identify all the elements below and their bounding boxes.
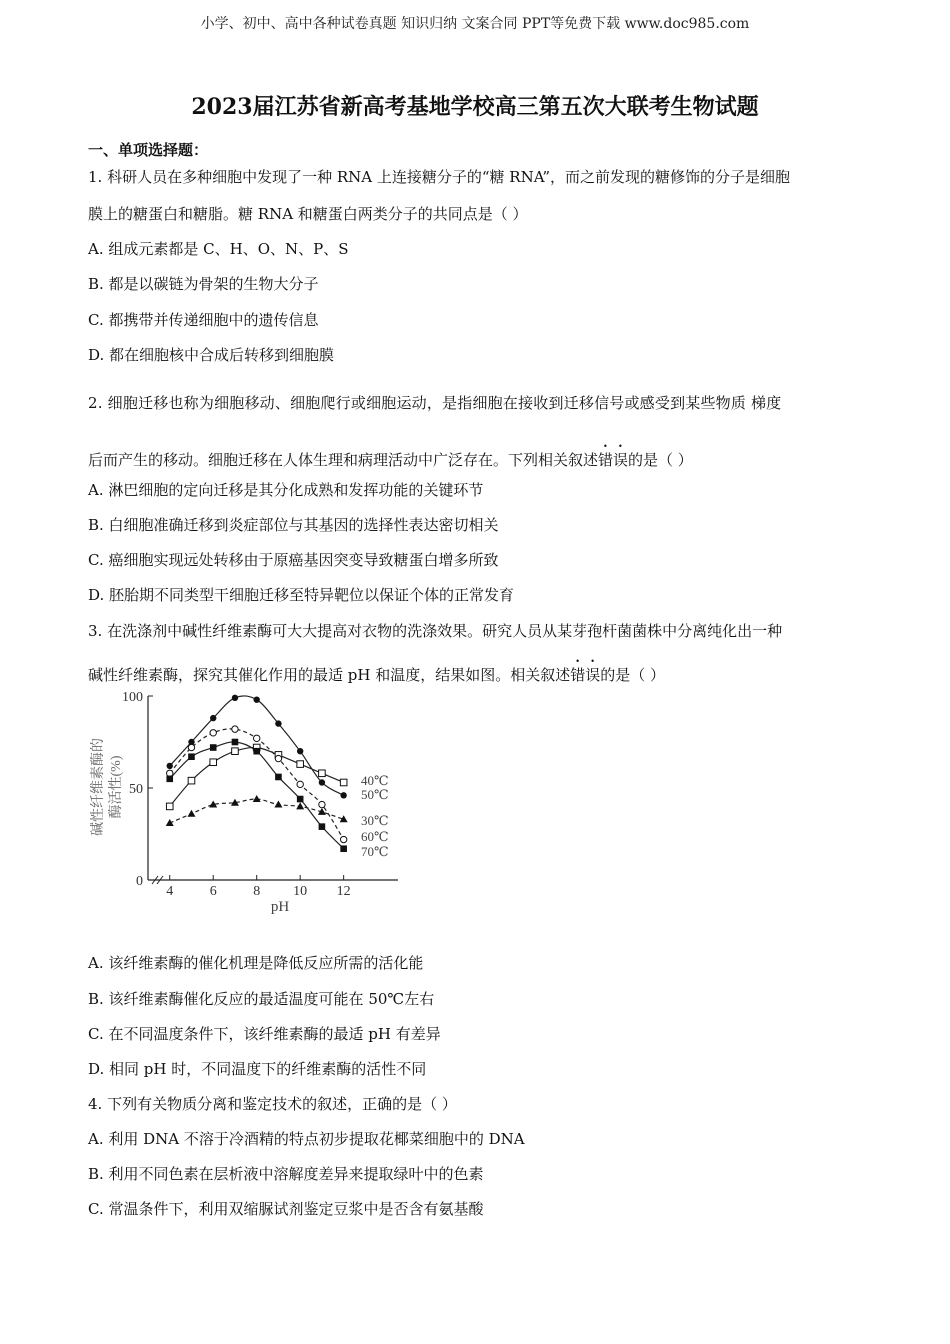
q4-option-b: B. 利用不同色素在层析液中溶解度差异来提取绿叶中的色素 [88,1165,484,1183]
data-point [340,845,347,852]
chart-legend [361,773,389,859]
data-point [253,735,259,741]
data-point [187,810,195,817]
data-point [232,695,238,701]
q2-option-a: A. 淋巴细胞的定向迁移是其分化成熟和发挥功能的关键环节 [88,481,484,499]
chart-ticks [122,690,351,899]
q4-stem: 4. 下列有关物质分离和鉴定技术的叙述，正确的是（ ） [88,1095,457,1113]
legend-label: 50℃ [361,787,389,802]
data-point [210,744,217,751]
enzyme-activity-chart [86,686,416,921]
data-point [188,777,195,784]
q4-option-c: C. 常温条件下，利用双缩脲试剂鉴定豆浆中是否含有氨基酸 [88,1200,484,1218]
emphasis-mark: 错误 [598,451,629,469]
x-axis-label: pH [270,899,290,915]
q2-option-d: D. 胚胎期不同类型干细胞迁移至特异靶位以保证个体的正常发育 [88,586,515,604]
data-point [340,836,346,842]
data-point [232,739,239,746]
data-point [319,823,326,830]
data-point [319,801,325,807]
data-point [253,748,260,755]
emphasis-mark: 错误 [570,666,601,684]
x-tick-label: 12 [336,884,351,899]
curve-30℃ [170,799,344,823]
q2-stem-text: 后而产生的移动。细胞迁移在人体生理和病理活动中广泛存在。下列相关叙述 [88,451,599,469]
data-point [210,759,217,766]
q2-stem-line2 [88,442,693,470]
exam-title: 2023届江苏省新高考基地学校高三第五次大联考生物试题 [191,94,759,120]
q3-option-c: C. 在不同温度条件下，该纤维素酶的最适 pH 有差异 [88,1025,441,1043]
data-point [297,761,304,768]
chart-markers [166,695,348,852]
data-point [297,748,303,754]
q3-option-b: B. 该纤维素酶催化反应的最适温度可能在 50℃左右 [88,990,435,1008]
data-point [340,779,347,786]
data-point [166,819,174,826]
chart-curves [170,696,344,849]
q4-option-a: A. 利用 DNA 不溶于冷酒精的特点初步提取花椰菜细胞中的 DNA [88,1130,525,1148]
data-point [188,753,195,760]
q3-stem-line1: 3. 在洗涤剂中碱性纤维素酶可大大提高对衣物的洗涤效果。研究人员从某芽孢杆菌菌株中分离纯化出一种 [88,622,783,640]
q3-option-d: D. 相同 pH 时，不同温度下的纤维素酶的活性不同 [88,1060,427,1078]
page-header: 小学、初中、高中各种试卷真题 知识归纳 文案合同 PPT等免费下载 www.doc985.com [200,16,750,32]
q1-option-d: D. 都在细胞核中合成后转移到细胞膜 [88,346,335,364]
data-point [210,730,216,736]
data-point [253,795,261,802]
q3-option-a: A. 该纤维素酶的催化机理是降低反应所需的活化能 [88,954,424,972]
q3-stem-text: 碱性纤维素酶，探究其催化作用的最适 pH 和温度，结果如图。相关叙述 [88,666,571,684]
y-tick-label: 100 [122,690,143,705]
q1-stem-line2: 膜上的糖蛋白和糖脂。糖 RNA 和糖蛋白两类分子的共同点是（ ） [88,205,528,223]
q2-option-b: B. 白细胞准确迁移到炎症部位与其基因的选择性表达密切相关 [88,516,499,534]
data-point [188,744,194,750]
data-point [340,792,346,798]
data-point [210,715,216,721]
data-point [319,770,326,777]
data-point [319,779,325,785]
q2-stem-end: 的是（ ） [628,451,693,469]
data-point [166,776,173,783]
legend-label: 30℃ [361,813,389,828]
legend-label: 40℃ [361,773,389,788]
data-point [167,763,173,769]
data-point [297,796,304,803]
q1-stem-line1: 1. 科研人员在多种细胞中发现了一种 RNA 上连接糖分子的“糖 RNA”，而之前发现的糖修饰的分子是细胞 [88,168,791,186]
data-point [232,748,239,755]
y-tick-label: 0 [136,874,143,889]
q2-stem-line1: 2. 细胞迁移也称为细胞移动、细胞爬行或细胞运动，是指细胞在接收到迁移信号或感受到某些物质 梯度 [88,394,782,412]
legend-label: 60℃ [361,829,389,844]
y-axis-label-line1: 碱性纤维素酶的 [91,738,106,836]
y-tick-label: 50 [129,782,143,797]
data-point [274,801,282,808]
q3-stem-end: 的是（ ） [600,666,666,684]
x-tick-label: 6 [209,884,217,899]
data-point [253,696,259,702]
section-heading: 一、单项选择题： [88,141,209,159]
data-point [297,781,303,787]
x-tick-label: 8 [253,884,261,899]
data-point [275,755,281,761]
x-tick-label: 4 [166,884,174,899]
q3-stem-line2 [88,657,665,685]
data-point [232,726,238,732]
legend-label: 70℃ [361,844,389,859]
q1-option-b: B. 都是以碳链为骨架的生物大分子 [88,275,319,293]
q2-option-c: C. 癌细胞实现远处转移由于原癌基因突变导致糖蛋白增多所致 [88,551,499,569]
x-tick-label: 10 [293,884,308,899]
q1-option-c: C. 都携带并传递细胞中的遗传信息 [88,311,319,329]
data-point [166,803,173,810]
q1-option-a: A. 组成元素都是 C、H、O、N、P、S [88,240,349,258]
data-point [296,802,304,809]
y-axis-label-line2: 酶活性(%) [109,755,124,819]
data-point [275,720,281,726]
data-point [275,774,282,781]
